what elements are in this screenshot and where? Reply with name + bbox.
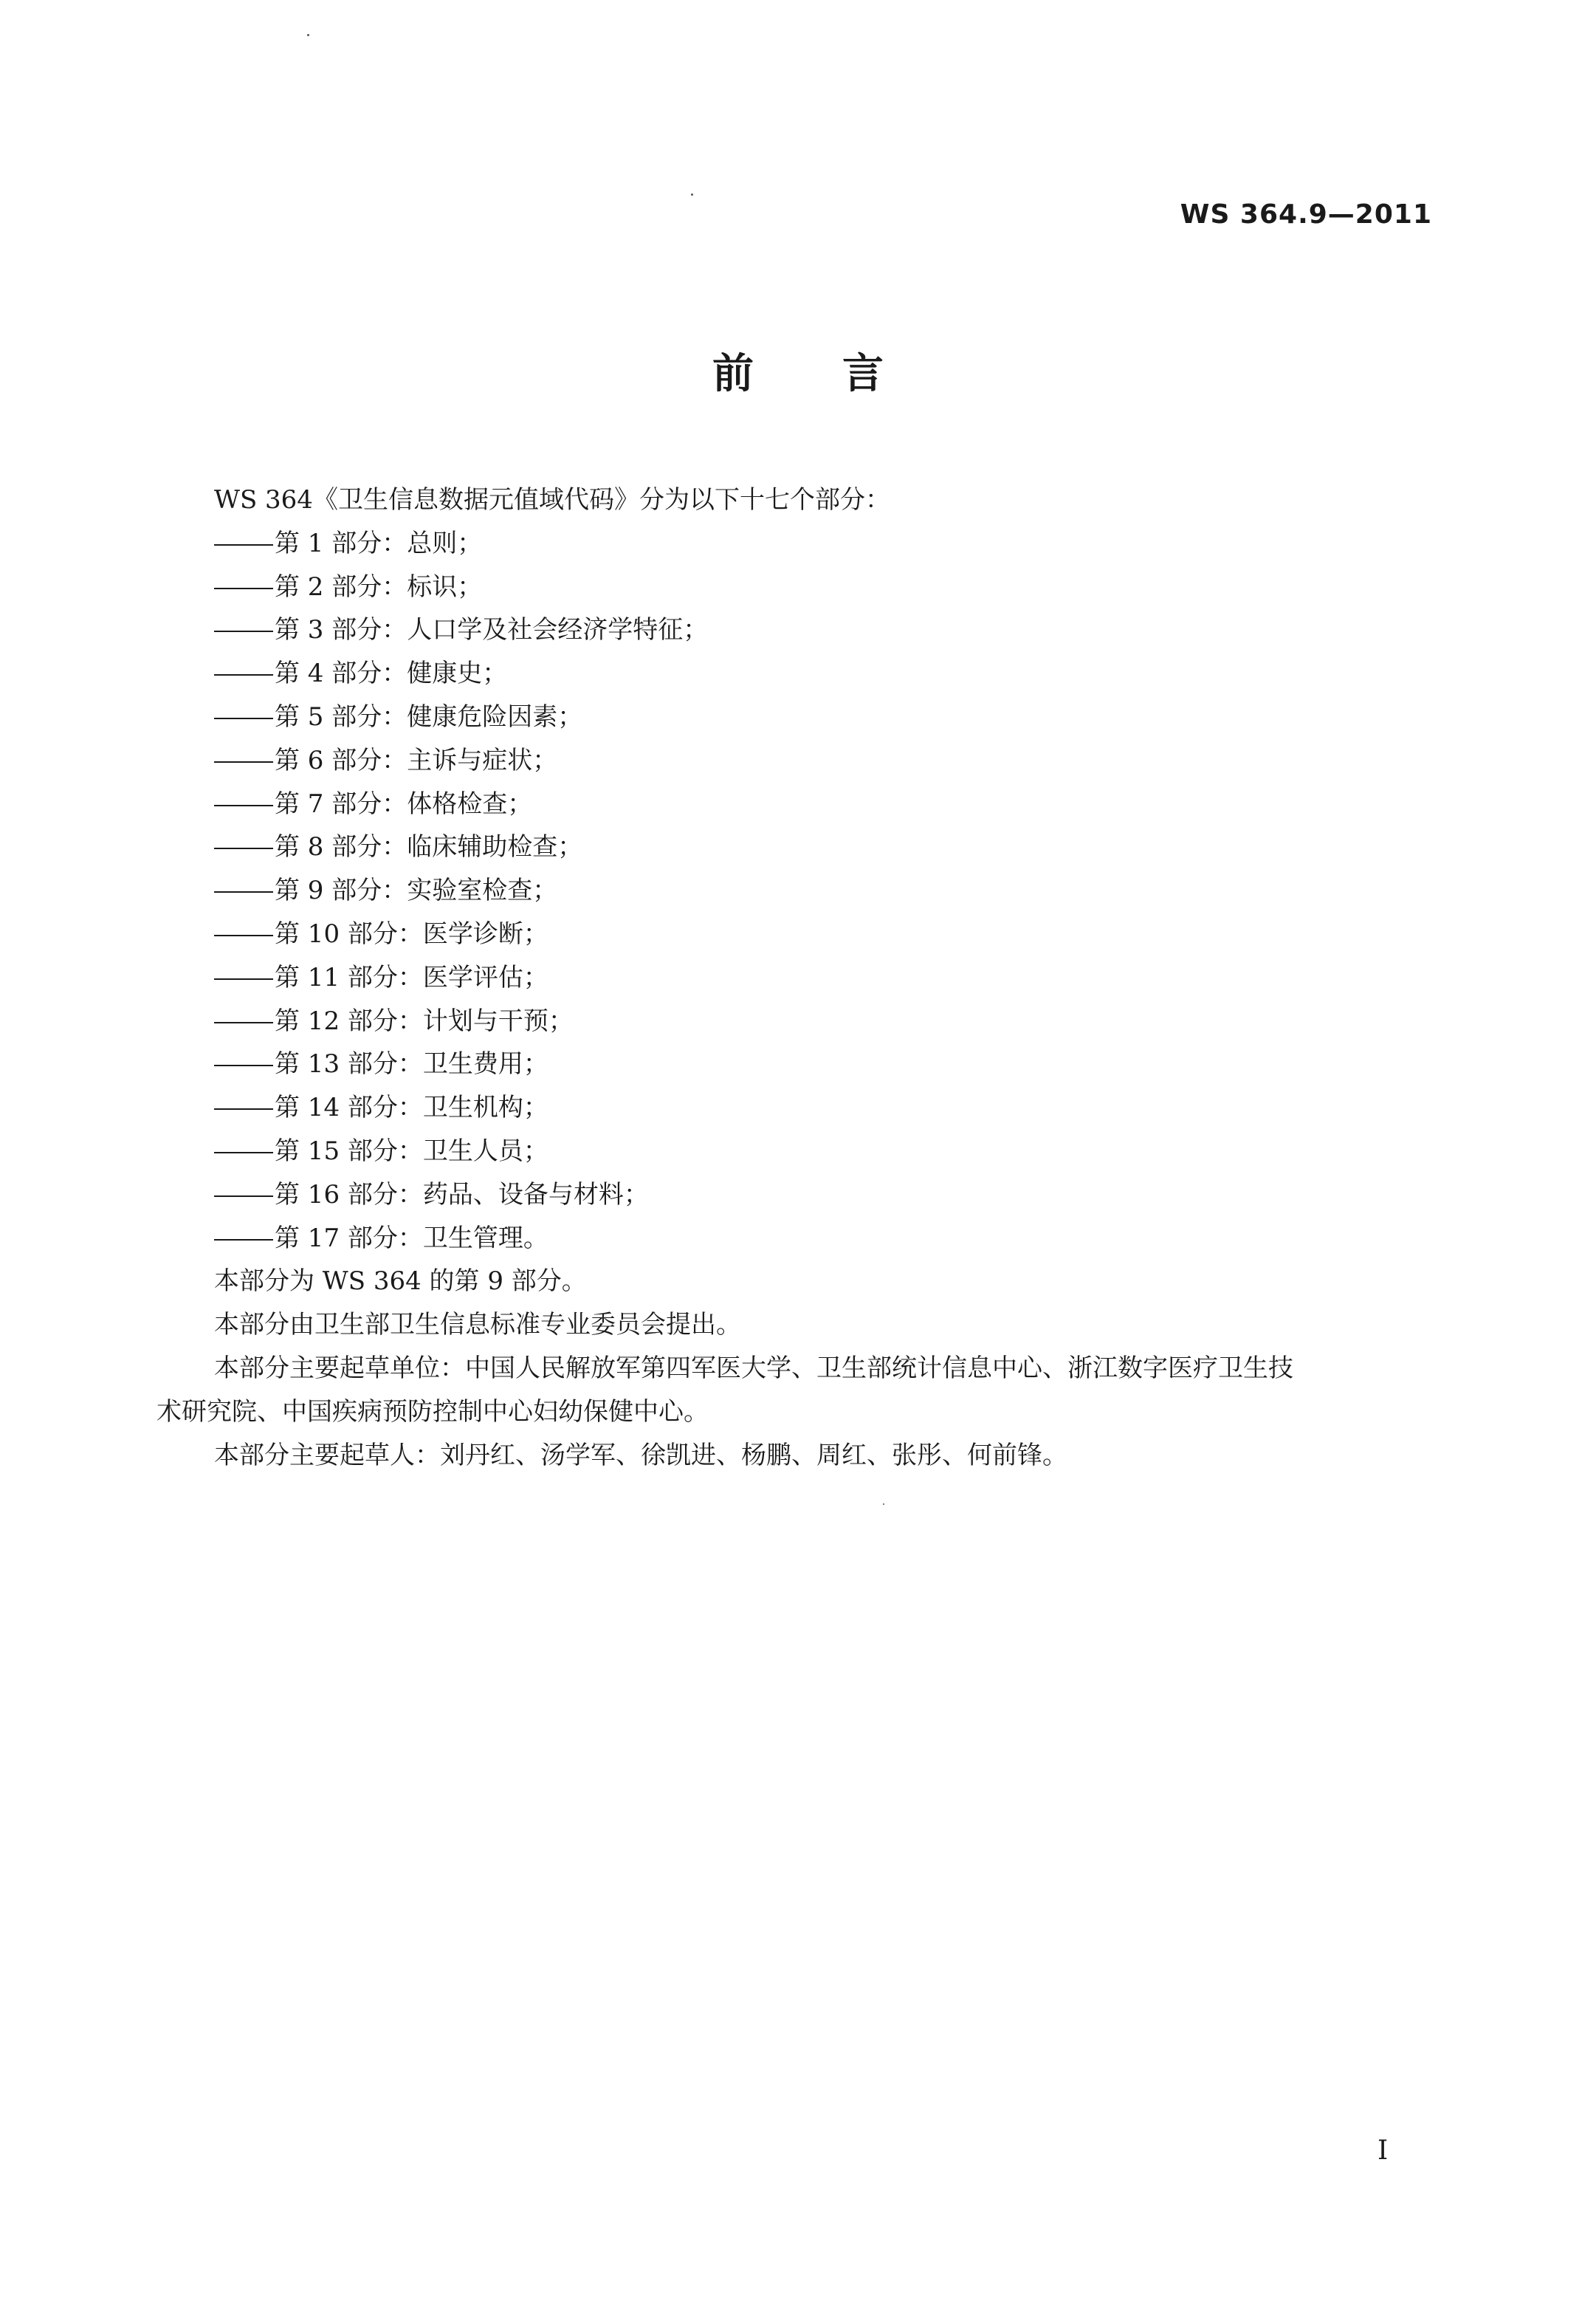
em-dash — [214, 891, 273, 893]
part-label: 第 16 部分：药品、设备与材料； — [275, 1179, 649, 1210]
scan-speck — [691, 193, 693, 196]
intro-paragraph: WS 364《卫生信息数据元值域代码》分为以下十七个部分： — [214, 485, 890, 515]
em-dash — [214, 544, 273, 546]
foreword-body — [156, 478, 1440, 1477]
drafting-units-line-2: 术研究院、中国疾病预防控制中心妇幼保健中心。 — [156, 1396, 709, 1427]
list-item — [214, 913, 1440, 956]
part-label: 第 17 部分：卫生管理。 — [275, 1223, 548, 1253]
part-label: 第 1 部分：总则； — [275, 528, 483, 558]
list-item — [214, 1130, 1440, 1173]
scan-speck — [307, 34, 309, 36]
page-number: I — [1377, 2135, 1389, 2166]
list-item — [214, 869, 1440, 913]
list-item — [214, 696, 1440, 739]
em-dash — [214, 631, 273, 632]
list-item — [214, 652, 1440, 696]
part-label: 第 7 部分：体格检查； — [275, 789, 533, 819]
part-label: 第 11 部分：医学评估； — [275, 962, 548, 992]
em-dash — [214, 935, 273, 936]
em-dash — [214, 848, 273, 849]
part-label: 第 12 部分：计划与干预； — [275, 1006, 574, 1036]
list-item — [214, 826, 1440, 869]
list-item — [214, 1043, 1440, 1086]
part-label: 第 6 部分：主诉与症状； — [275, 745, 558, 775]
list-item — [214, 1086, 1440, 1130]
part-label: 第 15 部分：卫生人员； — [275, 1136, 548, 1166]
part-label: 第 5 部分：健康危险因素； — [275, 701, 583, 732]
em-dash — [214, 1239, 273, 1241]
em-dash — [214, 1065, 273, 1066]
em-dash — [214, 1108, 273, 1110]
em-dash — [214, 718, 273, 719]
list-item — [214, 956, 1440, 1000]
page-title: 前言 — [712, 350, 972, 398]
em-dash — [214, 588, 273, 589]
standard-number: WS 364.9—2011 — [1180, 199, 1432, 230]
em-dash — [214, 761, 273, 763]
part-label: 第 13 部分：卫生费用； — [275, 1049, 548, 1080]
list-item — [214, 566, 1440, 609]
list-item — [214, 1173, 1440, 1217]
list-item — [214, 1217, 1440, 1260]
list-item — [214, 522, 1440, 566]
part-label: 第 3 部分：人口学及社会经济学特征； — [275, 615, 709, 645]
scan-speck — [883, 1503, 884, 1505]
em-dash — [214, 674, 273, 676]
part-label: 第 9 部分：实验室检查； — [275, 876, 558, 906]
proposed-by-statement: 本部分由卫生部卫生信息标准专业委员会提出。 — [214, 1310, 741, 1340]
em-dash — [214, 978, 273, 980]
list-item — [214, 783, 1440, 826]
part-of-statement: 本部分为 WS 364 的第 9 部分。 — [214, 1266, 587, 1297]
em-dash — [214, 805, 273, 806]
em-dash — [214, 1195, 273, 1197]
drafting-units-line-1: 本部分主要起草单位：中国人民解放军第四军医大学、卫生部统计信息中心、浙江数字医疗卫生技 — [214, 1353, 1293, 1383]
part-label: 第 10 部分：医学诊断； — [275, 919, 548, 949]
part-label: 第 14 部分：卫生机构； — [275, 1093, 548, 1123]
list-item — [214, 608, 1440, 652]
part-label: 第 4 部分：健康史； — [275, 659, 508, 689]
list-item — [214, 739, 1440, 783]
part-label: 第 8 部分：临床辅助检查； — [275, 832, 583, 862]
list-item — [214, 1000, 1440, 1043]
em-dash — [214, 1152, 273, 1153]
drafters-statement: 本部分主要起草人：刘丹红、汤学军、徐凯进、杨鹏、周红、张彤、何前锋。 — [214, 1440, 1067, 1470]
part-label: 第 2 部分：标识； — [275, 572, 483, 602]
em-dash — [214, 1022, 273, 1023]
